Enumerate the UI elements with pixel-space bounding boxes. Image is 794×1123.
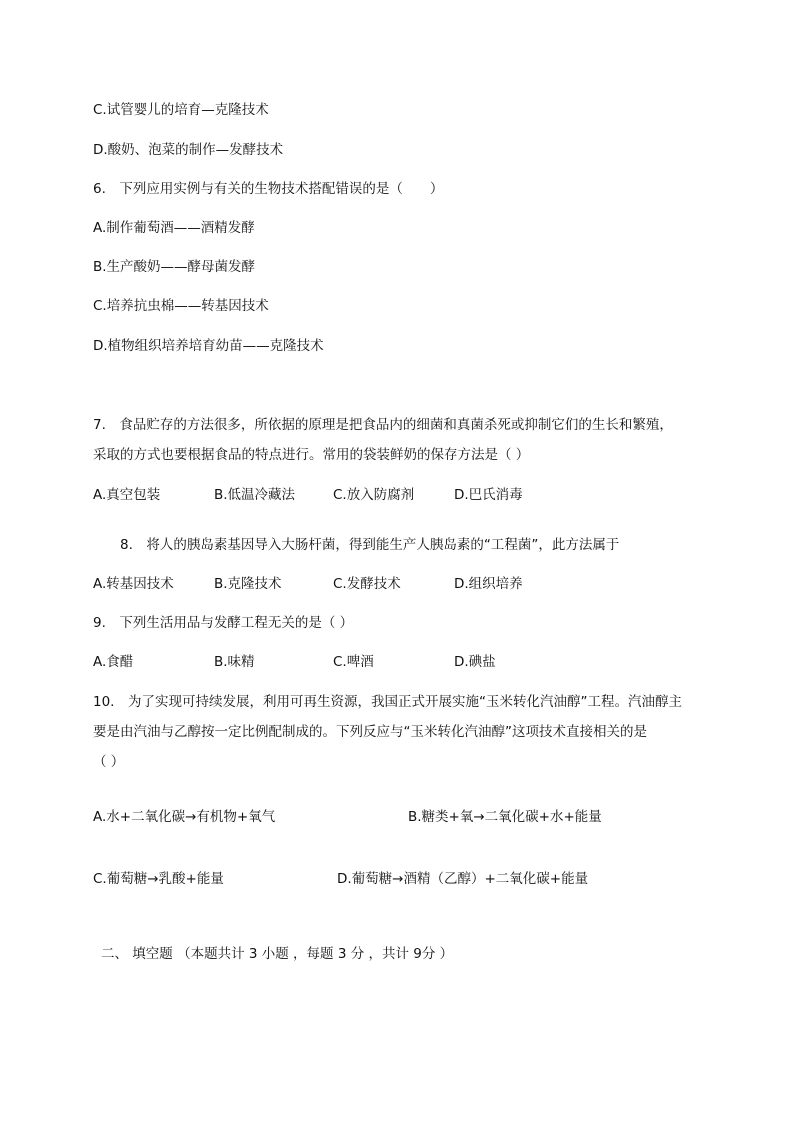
q6-option-a: A.制作葡萄酒——酒精发酵 [93, 220, 255, 236]
q10-option-a: A.水+二氧化碳→有机物+氧气 [93, 809, 276, 825]
section-2-heading: 二、 填空题 （本题共计 3 小题 ，每题 3 分 ，共计 9分 ） [101, 946, 454, 962]
q6-option-d: D.植物组织培养培育幼苗——克隆技术 [93, 338, 324, 354]
q8-option-b: B.克隆技术 [214, 576, 282, 592]
q10-option-c: C.葡萄糖→乳酸+能量 [93, 871, 224, 887]
q8-stem: 8. 将人的胰岛素基因导入大肠杆菌，得到能生产人胰岛素的“工程菌”，此方法属于 [120, 537, 620, 553]
q7-stem-line2: 采取的方式也要根据食品的特点进行。常用的袋装鲜奶的保存方法是（ ） [93, 447, 530, 463]
q9-option-c: C.啤酒 [333, 654, 374, 670]
q6-option-c: C.培养抗虫棉——转基因技术 [93, 298, 269, 314]
q8-option-c: C.发酵技术 [333, 576, 401, 592]
q7-option-d: D.巴氏消毒 [454, 487, 523, 503]
q5-option-d: D.酸奶、泡菜的制作—发酵技术 [93, 142, 284, 158]
q5-option-c: C.试管婴儿的培育—克隆技术 [93, 102, 269, 118]
q10-stem-line3: （ ） [93, 754, 125, 770]
q7-option-c: C.放入防腐剂 [333, 487, 415, 503]
q10-option-d: D.葡萄糖→酒精（乙醇）+二氧化碳+能量 [337, 871, 589, 887]
q8-option-a: A.转基因技术 [93, 576, 174, 592]
q7-option-b: B.低温冷藏法 [214, 487, 296, 503]
q10-stem-line1: 10. 为了实现可持续发展，利用可再生资源，我国正式开展实施“玉米转化汽油醇”工程。汽油醇主 [93, 694, 682, 710]
q10-option-b: B.糖类+氧→二氧化碳+水+能量 [408, 809, 602, 825]
q7-stem-line1: 7. 食品贮存的方法很多，所依据的原理是把食品内的细菌和真菌杀死或抑制它们的生长和繁殖， [93, 417, 673, 433]
q9-option-d: D.碘盐 [454, 654, 496, 670]
q10-stem-line2: 要是由汽油与乙醇按一定比例配制成的。下列反应与“玉米转化汽油醇”这项技术直接相关的是 [93, 724, 647, 740]
q7-option-a: A.真空包装 [93, 487, 161, 503]
q9-stem: 9. 下列生活用品与发酵工程无关的是（ ） [93, 615, 354, 631]
q9-option-a: A.食醋 [93, 654, 134, 670]
q6-option-b: B.生产酸奶——酵母菌发酵 [93, 259, 256, 275]
q6-stem: 6. 下列应用实例与有关的生物技术搭配错误的是（ ） [93, 181, 444, 197]
q9-option-b: B.味精 [214, 654, 255, 670]
q8-option-d: D.组织培养 [454, 576, 523, 592]
